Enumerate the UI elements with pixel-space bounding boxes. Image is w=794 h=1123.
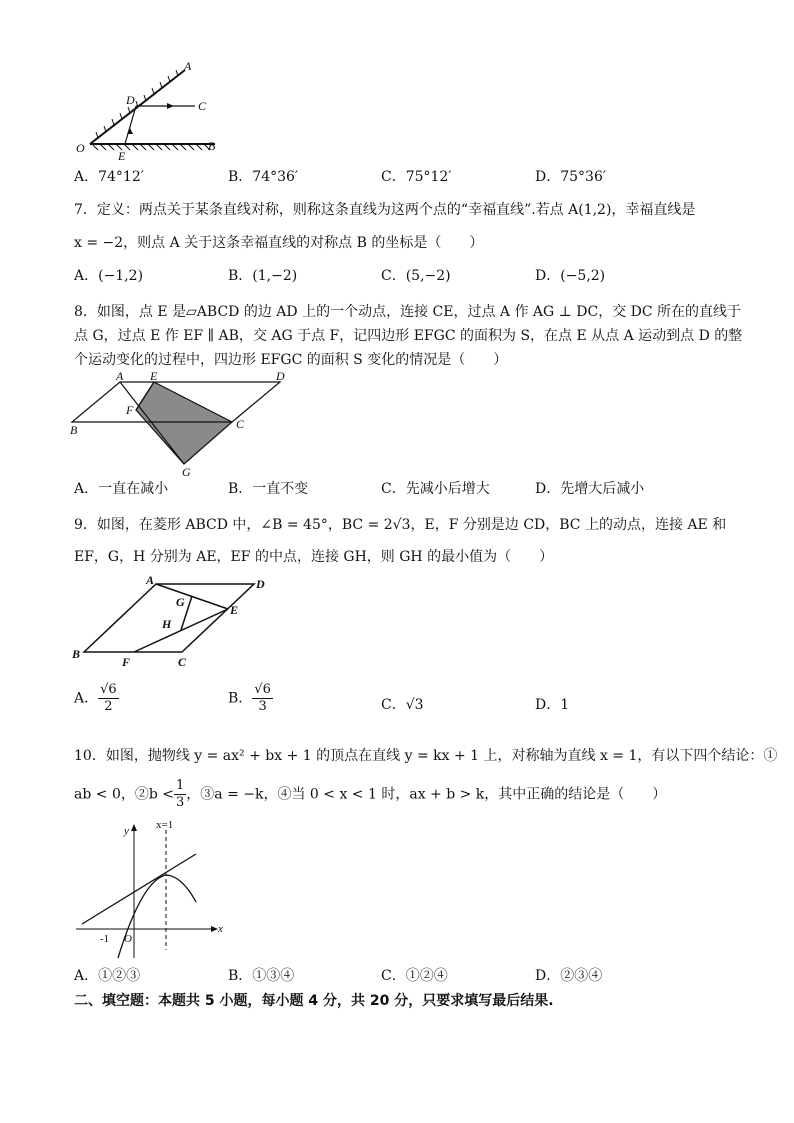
q8-label-c: C: [236, 417, 245, 431]
q10-option-a: A．①②③: [74, 968, 141, 984]
q9-figure: [70, 574, 280, 670]
q9-label-e: E: [230, 603, 239, 617]
q9-option-b-numerator: √6: [254, 682, 271, 697]
q10-x-axis-label: x: [218, 923, 223, 935]
q6-label-e: E: [118, 149, 126, 163]
q9-option-b-prefix: B．: [228, 690, 253, 707]
q10-line-1: 10．如图，抛物线 y = ax² + bx + 1 的顶点在直线 y = kx + 1 上，对称轴为直线 x = 1，有以下四个结论：①: [74, 748, 778, 764]
q10-option-b: B．①③④: [228, 968, 295, 984]
q10-origin-label: O: [124, 933, 132, 945]
q8-option-b: B．一直不变: [228, 481, 309, 497]
q9-option-a-prefix: A．: [74, 690, 99, 707]
q6-label-b: B: [208, 139, 216, 153]
q8-line-2: 点 G，过点 E 作 EF ∥ AB，交 AG 于点 F，记四边形 EFGC 的面积为 S，在点 E 从点 A 运动到点 D 的整: [74, 328, 743, 344]
q10-fraction-numerator: 1: [176, 778, 185, 793]
q9-option-d: D．1: [535, 697, 570, 713]
q9-label-c: C: [178, 655, 187, 669]
section-2-heading: 二、填空题：本题共 5 小题，每小题 4 分，共 20 分，只要求填写最后结果.: [74, 993, 554, 1009]
q8-label-d: D: [276, 369, 285, 383]
q6-label-d: D: [126, 93, 135, 107]
q10-fraction-denominator: 3: [176, 795, 185, 810]
q9-label-h: H: [162, 617, 172, 631]
q9-option-b: [228, 682, 273, 715]
q9-label-g: G: [176, 595, 185, 609]
q10-graph: [72, 818, 232, 963]
q9-option-b-fraction: [252, 682, 273, 715]
q8-option-a: A．一直在减小: [74, 481, 169, 497]
q9-line-2: EF，G，H 分别为 AE，EF 的中点，连接 GH，则 GH 的最小值为（ ）: [74, 549, 554, 565]
q9-option-c: C．√3: [381, 697, 424, 713]
q10-symmetry-label: x=1: [156, 819, 174, 831]
q8-label-g: G: [182, 465, 191, 479]
q10-tick-neg1: -1: [100, 933, 110, 945]
q9-option-b-denominator: 3: [258, 699, 267, 714]
q10-option-d: D．②③④: [535, 968, 603, 984]
q10-y-axis-label: y: [124, 825, 129, 837]
q10-line-2-part-b: ，③a = −k，④当 0 < x < 1 时，ax + b > k，其中正确的结论是（ ）: [186, 786, 667, 803]
q6-option-a: A．74°12′: [74, 169, 144, 185]
q10-line-2: [74, 778, 666, 811]
q8-line-1: 8．如图，点 E 是▱ABCD 的边 AD 上的一个动点，连接 CE，过点 A 作 AG ⊥ DC，交 DC 所在的直线于: [74, 304, 742, 320]
q9-option-a-denominator: 2: [104, 699, 113, 714]
q6-option-b: B．74°36′: [228, 169, 299, 185]
q9-label-a: A: [146, 573, 155, 587]
q6-label-o: O: [76, 141, 85, 155]
q8-label-f: F: [126, 403, 134, 417]
q8-option-c: C．先减小后增大: [381, 481, 490, 497]
q7-line-2: x = −2，则点 A 关于这条幸福直线的对称点 B 的坐标是（ ）: [74, 235, 484, 251]
q7-option-c: C．(5,−2): [381, 268, 451, 284]
q9-option-a-numerator: √6: [100, 682, 117, 697]
q8-label-b: B: [70, 423, 78, 437]
q8-line-3: 个运动变化的过程中，四边形 EFGC 的面积 S 变化的情况是（ ）: [74, 352, 508, 368]
q10-line-2-part-a: ab < 0，②b <: [74, 786, 174, 803]
q7-line-1: 7．定义：两点关于某条直线对称，则称这条直线为这两个点的“幸福直线”.若点 A(1,2)，幸福直线是: [74, 202, 696, 218]
q9-label-b: B: [72, 647, 81, 661]
q7-option-d: D．(−5,2): [535, 268, 606, 284]
q7-option-a: A．(−1,2): [74, 268, 144, 284]
q6-label-a: A: [184, 59, 192, 73]
q8-figure: [70, 369, 300, 479]
q10-fraction: [174, 778, 186, 811]
q9-label-f: F: [122, 655, 131, 669]
q8-label-a: A: [116, 369, 124, 383]
q6-label-c: C: [198, 99, 207, 113]
q9-option-a-fraction: [98, 682, 119, 715]
q9-option-a: [74, 682, 119, 715]
q10-option-c: C．①②④: [381, 968, 448, 984]
q6-figure: [70, 58, 230, 168]
q8-option-d: D．先增大后减小: [535, 481, 645, 497]
q8-label-e: E: [150, 369, 158, 383]
q7-option-b: B．(1,−2): [228, 268, 298, 284]
q9-line-1: 9．如图，在菱形 ABCD 中，∠B = 45°，BC = 2√3，E，F 分别是边 CD，BC 上的动点，连接 AE 和: [74, 517, 727, 533]
q6-option-c: C．75°12′: [381, 169, 452, 185]
q9-label-d: D: [256, 577, 265, 591]
q6-option-d: D．75°36′: [535, 169, 607, 185]
